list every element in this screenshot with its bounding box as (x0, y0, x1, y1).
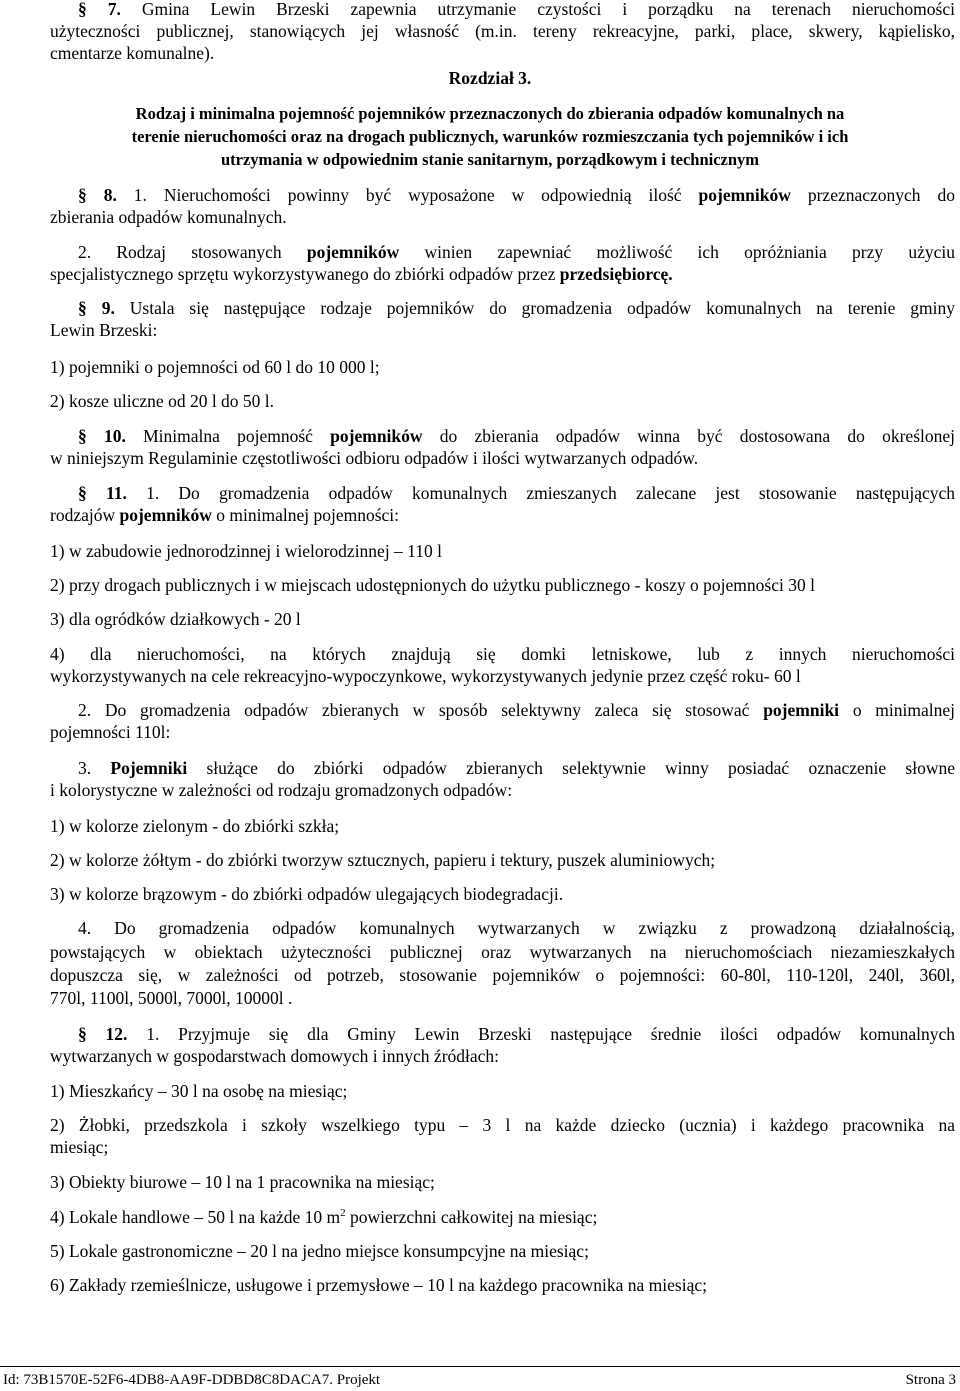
text: 1. Nieruchomości powinny być wyposażone w odpowiednią ilość (133, 185, 682, 205)
text: powierzchni całkowitej na miesiąc; (350, 1207, 598, 1227)
bold-term: pojemników (698, 185, 791, 205)
text: o minimalnej pojemności: (216, 505, 400, 525)
list-item: 2) kosze uliczne od 20 l do 50 l. (50, 391, 275, 411)
section-mark: § 10. (78, 426, 126, 446)
chapter-subtitle-line-3: utrzymania w odpowiednim stanie sanitarnym, porządkowym i technicznym (220, 150, 760, 169)
list-item: 3) Obiekty biurowe – 10 l na 1 pracownika na miesiąc; (50, 1172, 435, 1192)
paragraph-11-4-line-1: 4. Do gromadzenia odpadów komunalnych wytwarzanych w związku z prowadzoną działalnością, (78, 918, 955, 938)
footer-divider (0, 1366, 960, 1367)
text: 1. Do gromadzenia odpadów komunalnych zmieszanych zalecane jest stosowanie następujących (146, 483, 956, 503)
paragraph-8-2-line-1 (78, 241, 955, 263)
paragraph-7-line-2: użyteczności publicznej, stanowiących jej własność (m.in. tereny rekreacyjne, parki, place, skwery, kąpielisko, (50, 21, 955, 41)
text: do zbierania odpadów winna być dostosowana do określonej (439, 426, 955, 446)
paragraph-12-line-1 (78, 1023, 955, 1045)
chapter-title: Rozdział 3. (448, 68, 532, 88)
bold-term: pojemników (119, 505, 212, 525)
paragraph-11-2-line-2: pojemności 110l: (50, 722, 171, 742)
paragraph-12-line-2: wytwarzanych w gospodarstwach domowych i innych źródłach: (50, 1046, 500, 1066)
list-item-continuation: wykorzystywanych na cele rekreacyjno-wypoczynkowe, wykorzystywanych jedynie przez część roku- 60 l (50, 666, 801, 686)
text: Gmina Lewin Brzeski zapewnia utrzymanie czystości i porządku na terenach nieruchomości (141, 0, 955, 19)
list-item: 1) w zabudowie jednorodzinnej i wielorodzinnej – 110 l (50, 541, 443, 561)
section-mark: § 8. (78, 185, 117, 205)
list-item: 1) Mieszkańcy – 30 l na osobę na miesiąc; (50, 1081, 348, 1101)
bold-term: Pojemniki (110, 758, 188, 778)
paragraph-10-line-2: w niniejszym Regulaminie częstotliwości odbioru odpadów i ilości wytwarzanych odpadów. (50, 448, 699, 468)
footer-page-number: Strona 3 (905, 1372, 956, 1388)
paragraph-9-line-2: Lewin Brzeski: (50, 320, 158, 340)
text: specjalistycznego sprzętu wykorzystywanego do zbiórki odpadów przez (50, 264, 556, 284)
bold-term: przedsiębiorcę. (559, 264, 673, 284)
paragraph-8-line-1 (78, 184, 955, 206)
paragraph-8-2-line-2 (50, 263, 955, 285)
section-mark: § 12. (78, 1024, 128, 1044)
paragraph-9-line-1 (78, 297, 955, 319)
footer-document-id: Id: 73B1570E-52F6-4DB8-AA9F-DDBD8C8DACA7. Projekt (3, 1372, 381, 1388)
section-mark: § 7. (78, 0, 121, 19)
bold-term: pojemniki (763, 700, 840, 720)
list-item-continuation: miesiąc; (50, 1137, 109, 1157)
text: winien zapewniać możliwość ich opróżniania przy użyciu (424, 242, 955, 262)
paragraph-8-line-2: zbierania odpadów komunalnych. (50, 207, 287, 227)
text: 4) Lokale handlowe – 50 l na każde 10 m (50, 1207, 341, 1227)
list-item: 1) pojemniki o pojemności od 60 l do 10 000 l; (50, 357, 380, 377)
text: 2. Rodzaj stosowanych (78, 242, 282, 262)
paragraph-11-4-line-2: powstających w obiektach użyteczności publicznej oraz wytwarzanych na nieruchomościach niezamieszkałych (50, 942, 955, 962)
list-item: 2) przy drogach publicznych i w miejscach udostępnionych do użytku publicznego - koszy o pojemności 30 l (50, 575, 815, 595)
text: o minimalnej (852, 700, 956, 720)
text: rodzajów (50, 505, 116, 525)
list-item: 4) dla nieruchomości, na których znajdują się domki letniskowe, lub z innych nieruchomości (50, 644, 955, 664)
list-item: 3) dla ogródków działkowych - 20 l (50, 609, 301, 629)
section-mark: § 9. (78, 298, 115, 318)
paragraph-11-2-line-1 (78, 699, 955, 721)
list-item: 5) Lokale gastronomiczne – 20 l na jedno miejsce konsumpcyjne na miesiąc; (50, 1241, 589, 1261)
section-mark: § 11. (78, 483, 127, 503)
paragraph-11-4-line-4: 770l, 1100l, 5000l, 7000l, 10000l . (50, 988, 293, 1008)
text: 3. (78, 758, 92, 778)
list-item: 6) Zakłady rzemieślnicze, usługowe i przemysłowe – 10 l na każdego pracownika na miesiąc; (50, 1275, 707, 1295)
paragraph-11-3-line-2: i kolorystyczne w zależności od rodzaju gromadzonych odpadów: (50, 780, 513, 800)
text: przeznaczonych do (807, 185, 956, 205)
chapter-subtitle-line-1: Rodzaj i minimalna pojemność pojemników przeznaczonych do zbierania odpadów komunalnych na (135, 104, 845, 123)
text: 1. Przyjmuje się dla Gminy Lewin Brzeski następujące średnie ilości odpadów komunalnych (146, 1024, 956, 1044)
text: Ustala się następujące rodzaje pojemników do gromadzenia odpadów komunalnych na terenie gminy (129, 298, 956, 318)
superscript: 2 (340, 1207, 346, 1220)
chapter-subtitle-line-2: terenie nieruchomości oraz na drogach publicznych, warunków rozmieszczania tych pojemników i ich (131, 127, 849, 146)
list-item (50, 1206, 955, 1228)
paragraph-11-line-1 (78, 482, 955, 504)
paragraph-11-3-line-1 (78, 757, 955, 779)
paragraph-7-line-1 (78, 0, 955, 20)
list-item: 1) w kolorze zielonym - do zbiórki szkła; (50, 816, 340, 836)
list-item: 2) w kolorze żółtym - do zbiórki tworzyw sztucznych, papieru i tektury, puszek aluminiowych; (50, 850, 716, 870)
paragraph-10-line-1 (78, 425, 955, 447)
paragraph-11-line-2 (50, 504, 955, 526)
text: służące do zbiórki odpadów zbieranych selektywnie winny posiadać oznaczenie słowne (206, 758, 955, 778)
text: Minimalna pojemność (143, 426, 313, 446)
list-item: 3) w kolorze brązowym - do zbiórki odpadów ulegających biodegradacji. (50, 884, 564, 904)
text: 2. Do gromadzenia odpadów zbieranych w sposób selektywny zaleca się stosować (78, 700, 750, 720)
list-item: 2) Żłobki, przedszkola i szkoły wszelkiego typu – 3 l na każde dziecko (ucznia) i każdego pracownika na (50, 1115, 955, 1135)
paragraph-7-line-3: cmentarze komunalne). (50, 43, 215, 63)
paragraph-11-4-line-3: dopuszcza się, w zależności od potrzeb, stosowanie pojemników o pojemności: 60-80l, 110-120l, 240l, 360l, (50, 965, 955, 985)
bold-term: pojemników (306, 242, 400, 262)
bold-term: pojemników (330, 426, 423, 446)
